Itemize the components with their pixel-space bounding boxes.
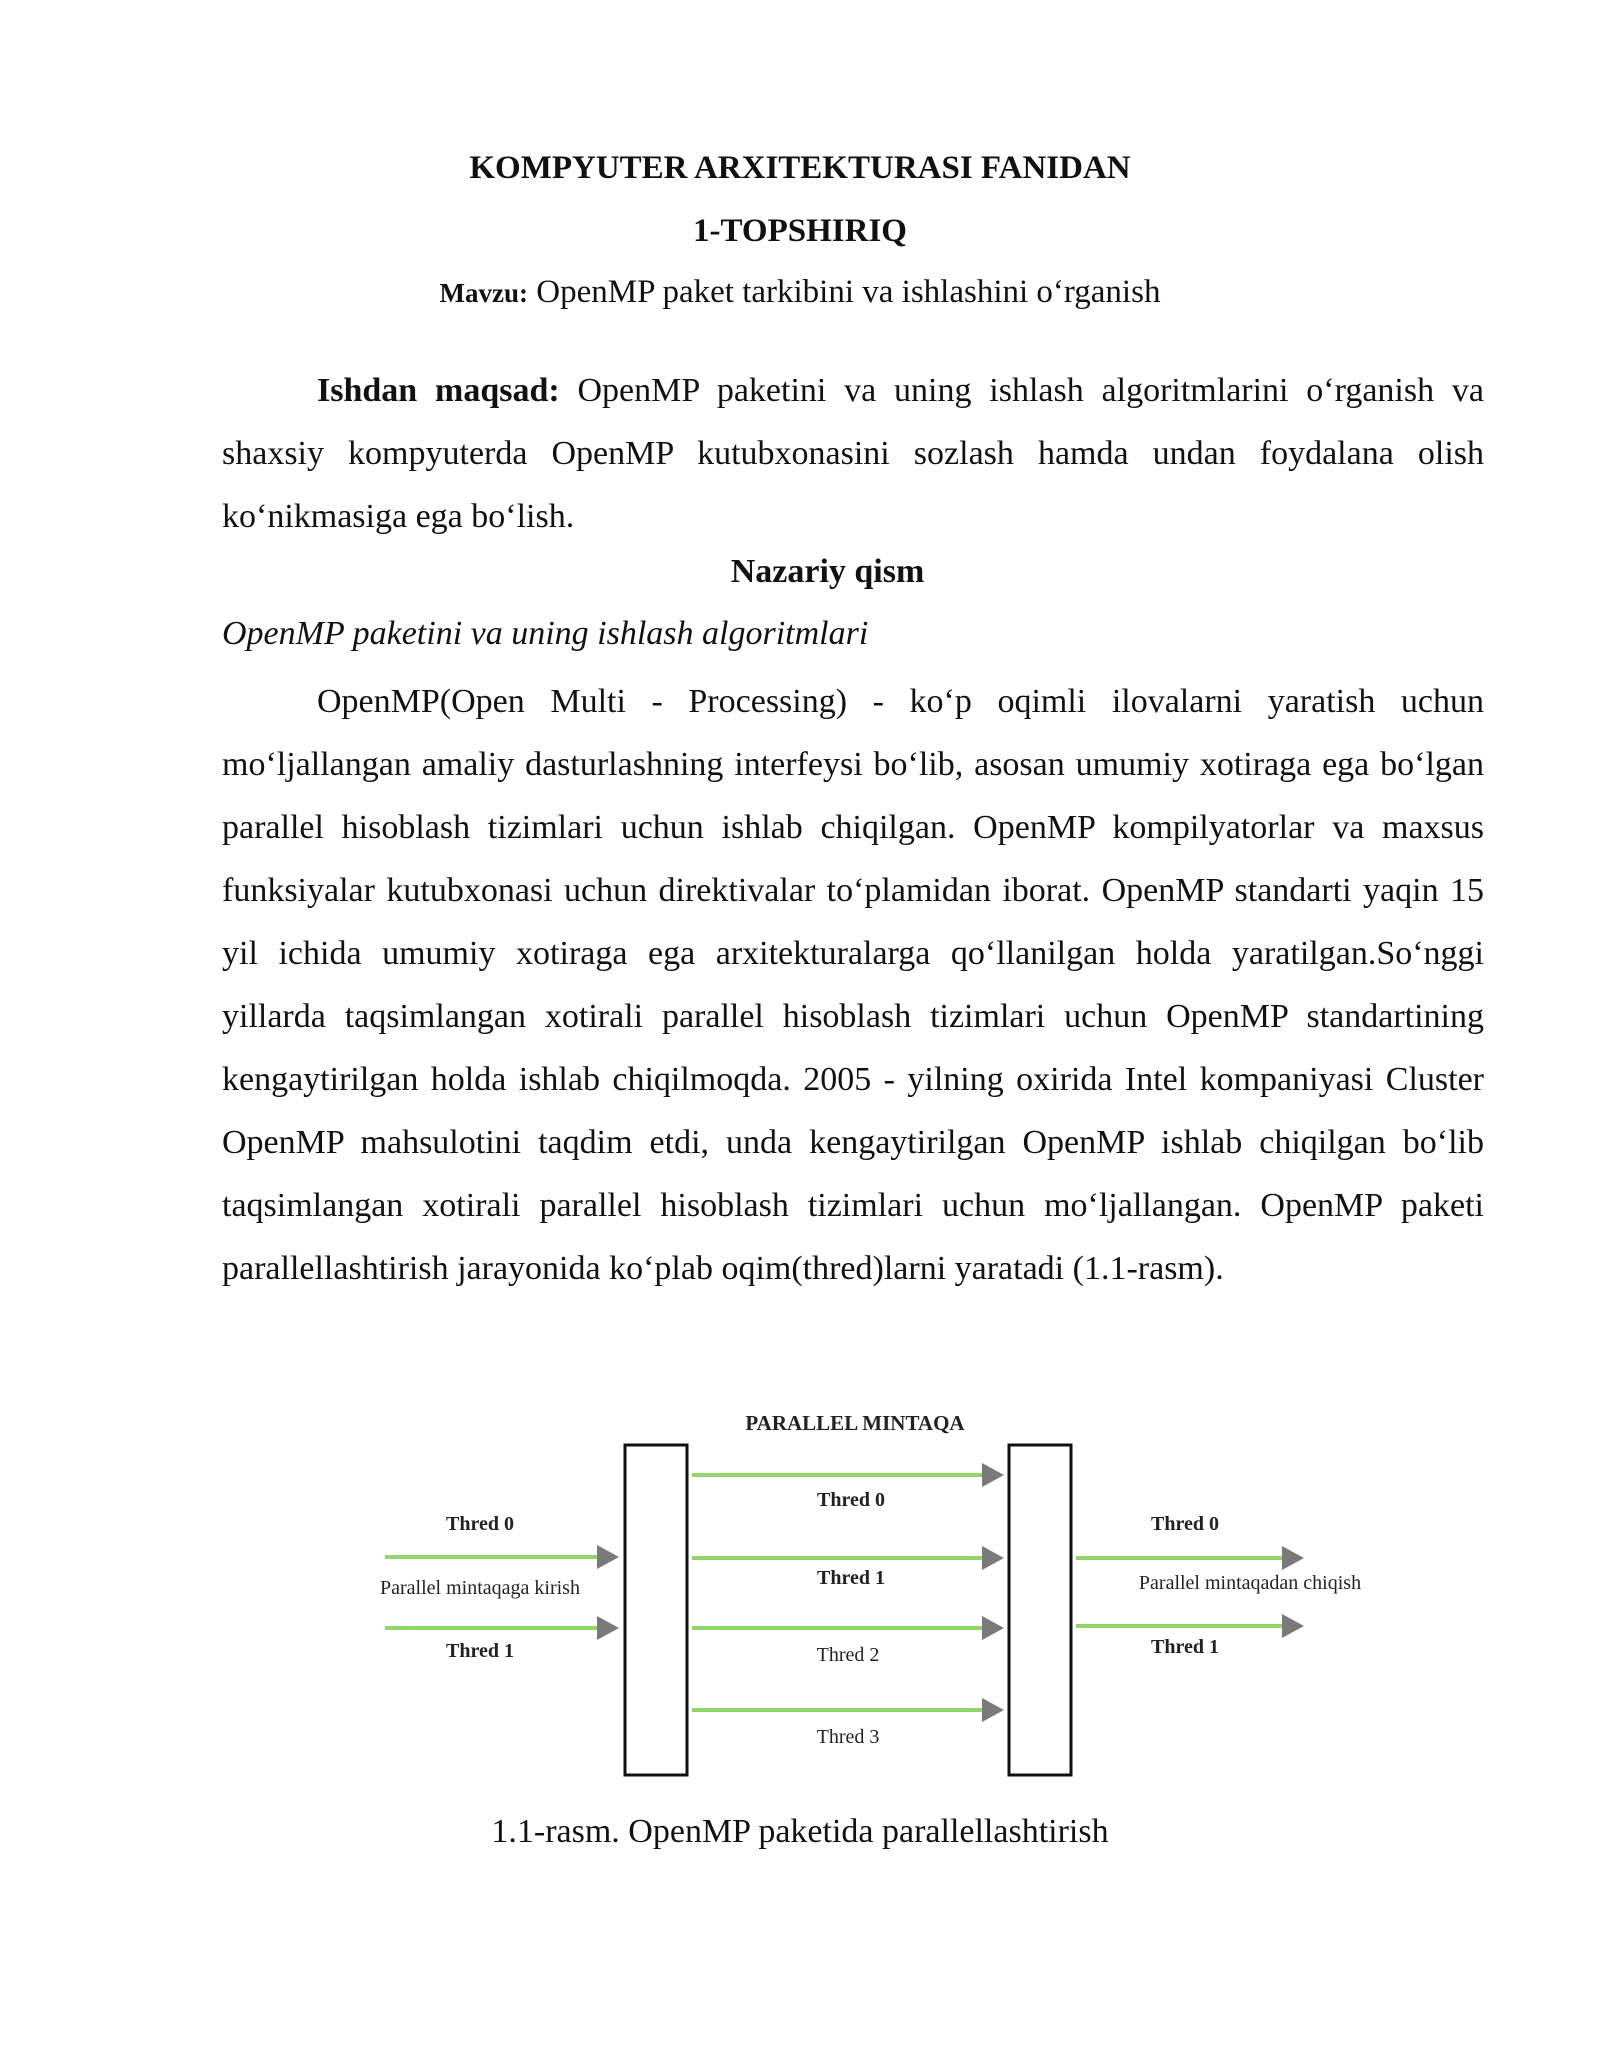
entry-thread-label-1: Thred 1 (446, 1640, 514, 1662)
region-arrow-3 (692, 1698, 1004, 1722)
exit-arrow-1 (1076, 1614, 1304, 1638)
parallel-region-figure (300, 1400, 1420, 1800)
goal-label: Ishdan maqsad: (317, 372, 560, 409)
entry-label: Parallel mintaqaga kirish (380, 1577, 580, 1599)
region-thread-label-2: Thred 2 (816, 1644, 880, 1666)
section-subtitle: OpenMP paketini va uning ishlash algoritmlari (222, 615, 869, 652)
topic-label: Mavzu: (439, 278, 529, 308)
parallel-region-title: PARALLEL MINTAQA (745, 1411, 965, 1435)
figure-caption: 1.1-rasm. OpenMP paketida parallellashtirish (491, 1813, 1109, 1850)
region-thread-label-1: Thred 1 (817, 1567, 885, 1589)
region-thread-label-3: Thred 3 (816, 1726, 880, 1748)
assignment-title: 1-TOPSHIRIQ (693, 213, 907, 249)
goal-text: OpenMP paketini va uning ishlash algoritmlarini o‘rganish va shaxsiy kompyuterda OpenMP kutubxonasini sozlash hamda undan foydalana olish ko‘nikmasiga ega bo‘lish. (222, 372, 1485, 535)
region-thread-label-0: Thred 0 (817, 1489, 885, 1511)
entry-thread-label-0: Thred 0 (446, 1513, 514, 1535)
goal-paragraph (222, 359, 1484, 548)
topic-text: OpenMP paket tarkibini va ishlashini o‘rganish (528, 274, 1161, 310)
exit-thread-label-1: Thred 1 (1151, 1636, 1219, 1658)
region-arrow-0 (692, 1463, 1004, 1487)
entry-arrow-1 (385, 1616, 619, 1640)
region-arrow-2 (692, 1616, 1004, 1640)
exit-arrow-0 (1076, 1546, 1304, 1570)
section-title: Nazariy qism (730, 553, 925, 590)
entry-arrow-0 (385, 1545, 619, 1569)
exit-label: Parallel mintaqadan chiqish (1138, 1572, 1362, 1594)
exit-thread-label-0: Thred 0 (1151, 1513, 1219, 1535)
fork-bar (625, 1445, 687, 1775)
join-bar (1009, 1445, 1071, 1775)
theory-paragraph: OpenMP(Open Multi - Processing) - ko‘p oqimli ilovalarni yaratish uchun mo‘ljallangan amaliy dasturlashning interfeysi bo‘lib, asosan umumiy xotiraga ega bo‘lgan parallel hisoblash tizimlari uchun ishlab chiqilgan. OpenMP kompilyatorlar va maxsus funksiyalar kutubxonasi uchun direktivalar to‘plamidan iborat. OpenMP standarti yaqin 15 yil ichida umumiy xotiraga ega arxitekturalarga qo‘llanilgan holda yaratilgan.So‘nggi yillarda taqsimlangan xotirali parallel hisoblash tizimlari uchun OpenMP standartining kengaytirilgan holda ishlab chiqilmoqda. 2005 - yilning oxirida Intel kompaniyasi Cluster OpenMP mahsulotini taqdim etdi, unda kengaytirilgan OpenMP ishlab chiqilgan bo‘lib taqsimlangan xotirali parallel hisoblash tizimlari uchun mo‘ljallangan. OpenMP paketi parallellashtirish jarayonida ko‘plab oqim(thred)larni yaratadi (1.1-rasm). (222, 683, 1484, 1287)
parallel-region-diagram (300, 1400, 1420, 1800)
topic-line (0, 272, 1600, 313)
course-title: KOMPYUTER ARXITEKTURASI FANIDAN (469, 150, 1131, 186)
